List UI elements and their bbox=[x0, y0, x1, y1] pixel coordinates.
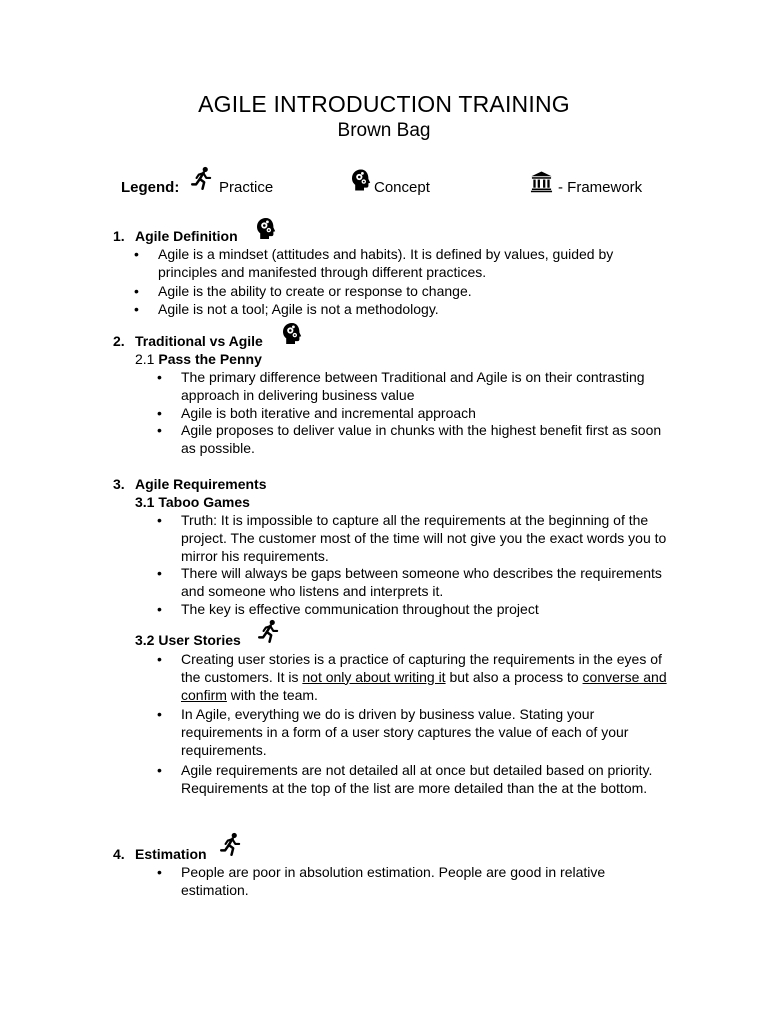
underlined-phrase: converse and confirm bbox=[181, 668, 667, 703]
list-item: • People are poor in absolution estimation. People are good in relative estimation. bbox=[157, 864, 606, 898]
list-item: • Creating user stories is a practice of capturing the requirements in the eyes of the customers. It is not only about writing it but also a process to converse and confirm with the team. bbox=[157, 651, 667, 703]
running-person-icon bbox=[189, 166, 215, 192]
section-heading-2 bbox=[113, 333, 263, 349]
section-heading-1 bbox=[113, 228, 238, 244]
legend-practice-label: Practice bbox=[219, 179, 274, 196]
section-number: 1. bbox=[113, 228, 125, 244]
section-number: 2. bbox=[113, 333, 125, 349]
bullet-list bbox=[157, 369, 671, 458]
section-title: Traditional vs Agile bbox=[135, 333, 263, 349]
list-item: • Agile is not a tool; Agile is not a methodology. bbox=[134, 301, 439, 318]
legend-framework-label: - Framework bbox=[558, 179, 643, 196]
running-person-icon bbox=[256, 619, 282, 645]
section-heading-3 bbox=[113, 476, 266, 492]
subsection-heading bbox=[135, 351, 262, 367]
bullet-list bbox=[134, 246, 668, 319]
bullet-list bbox=[157, 512, 671, 619]
head-gears-icon bbox=[254, 215, 278, 242]
list-item: • There will always be gaps between someone who describes the requirements and someone who listens and interprets it. bbox=[157, 565, 662, 600]
subsection-title: Pass the Penny bbox=[158, 351, 262, 367]
list-item: • Agile is the ability to create or response to change. bbox=[134, 282, 472, 299]
list-item: • In Agile, everything we do is driven by business value. Stating your requirements in a form of a user story captures the value of each of your requirements. bbox=[157, 706, 629, 758]
subsection-title: 3.1 Taboo Games bbox=[135, 494, 250, 510]
subsection-title: 3.2 User Stories bbox=[135, 632, 241, 648]
bullet-list bbox=[157, 651, 671, 797]
list-item: • Agile proposes to deliver value in chunks with the highest benefit first as soon as possible. bbox=[157, 422, 662, 457]
section-number: 3. bbox=[113, 476, 125, 492]
underlined-phrase: not only about writing it bbox=[302, 668, 446, 685]
classical-building-icon bbox=[529, 170, 554, 193]
subsection-number: 2.1 bbox=[135, 351, 155, 367]
list-item: • Truth: It is impossible to capture all the requirements at the beginning of the project. The customer most of the time will not give you the exact words you to mirror his requirements. bbox=[157, 512, 667, 564]
legend-label: Legend: bbox=[121, 179, 180, 196]
legend-concept-label: Concept bbox=[374, 179, 430, 196]
list-item: • The primary difference between Traditional and Agile is on their contrasting approach in delivering business value bbox=[157, 369, 645, 403]
section-heading-4 bbox=[113, 846, 207, 862]
page-subtitle: Brown Bag bbox=[337, 120, 431, 141]
section-number: 4. bbox=[113, 846, 125, 862]
list-item: • Agile is a mindset (attitudes and habits). It is defined by values, guided by principles and manifested through different practices. bbox=[134, 246, 614, 280]
section-title: Agile Requirements bbox=[135, 476, 267, 492]
list-item: • The key is effective communication throughout the project bbox=[157, 600, 539, 617]
section-title: Estimation bbox=[135, 846, 207, 862]
list-item: • Agile is both iterative and incremental approach bbox=[157, 404, 476, 421]
head-gears-icon bbox=[280, 320, 304, 347]
head-gears-icon bbox=[349, 167, 373, 193]
bullet-list bbox=[157, 864, 671, 900]
running-person-icon bbox=[218, 832, 244, 858]
section-title: Agile Definition bbox=[135, 228, 238, 244]
page-title: AGILE INTRODUCTION TRAINING bbox=[198, 91, 570, 117]
list-item: • Agile requirements are not detailed all at once but detailed based on priority. Requirements at the top of the list are more detailed than the at the bottom. bbox=[157, 761, 653, 796]
